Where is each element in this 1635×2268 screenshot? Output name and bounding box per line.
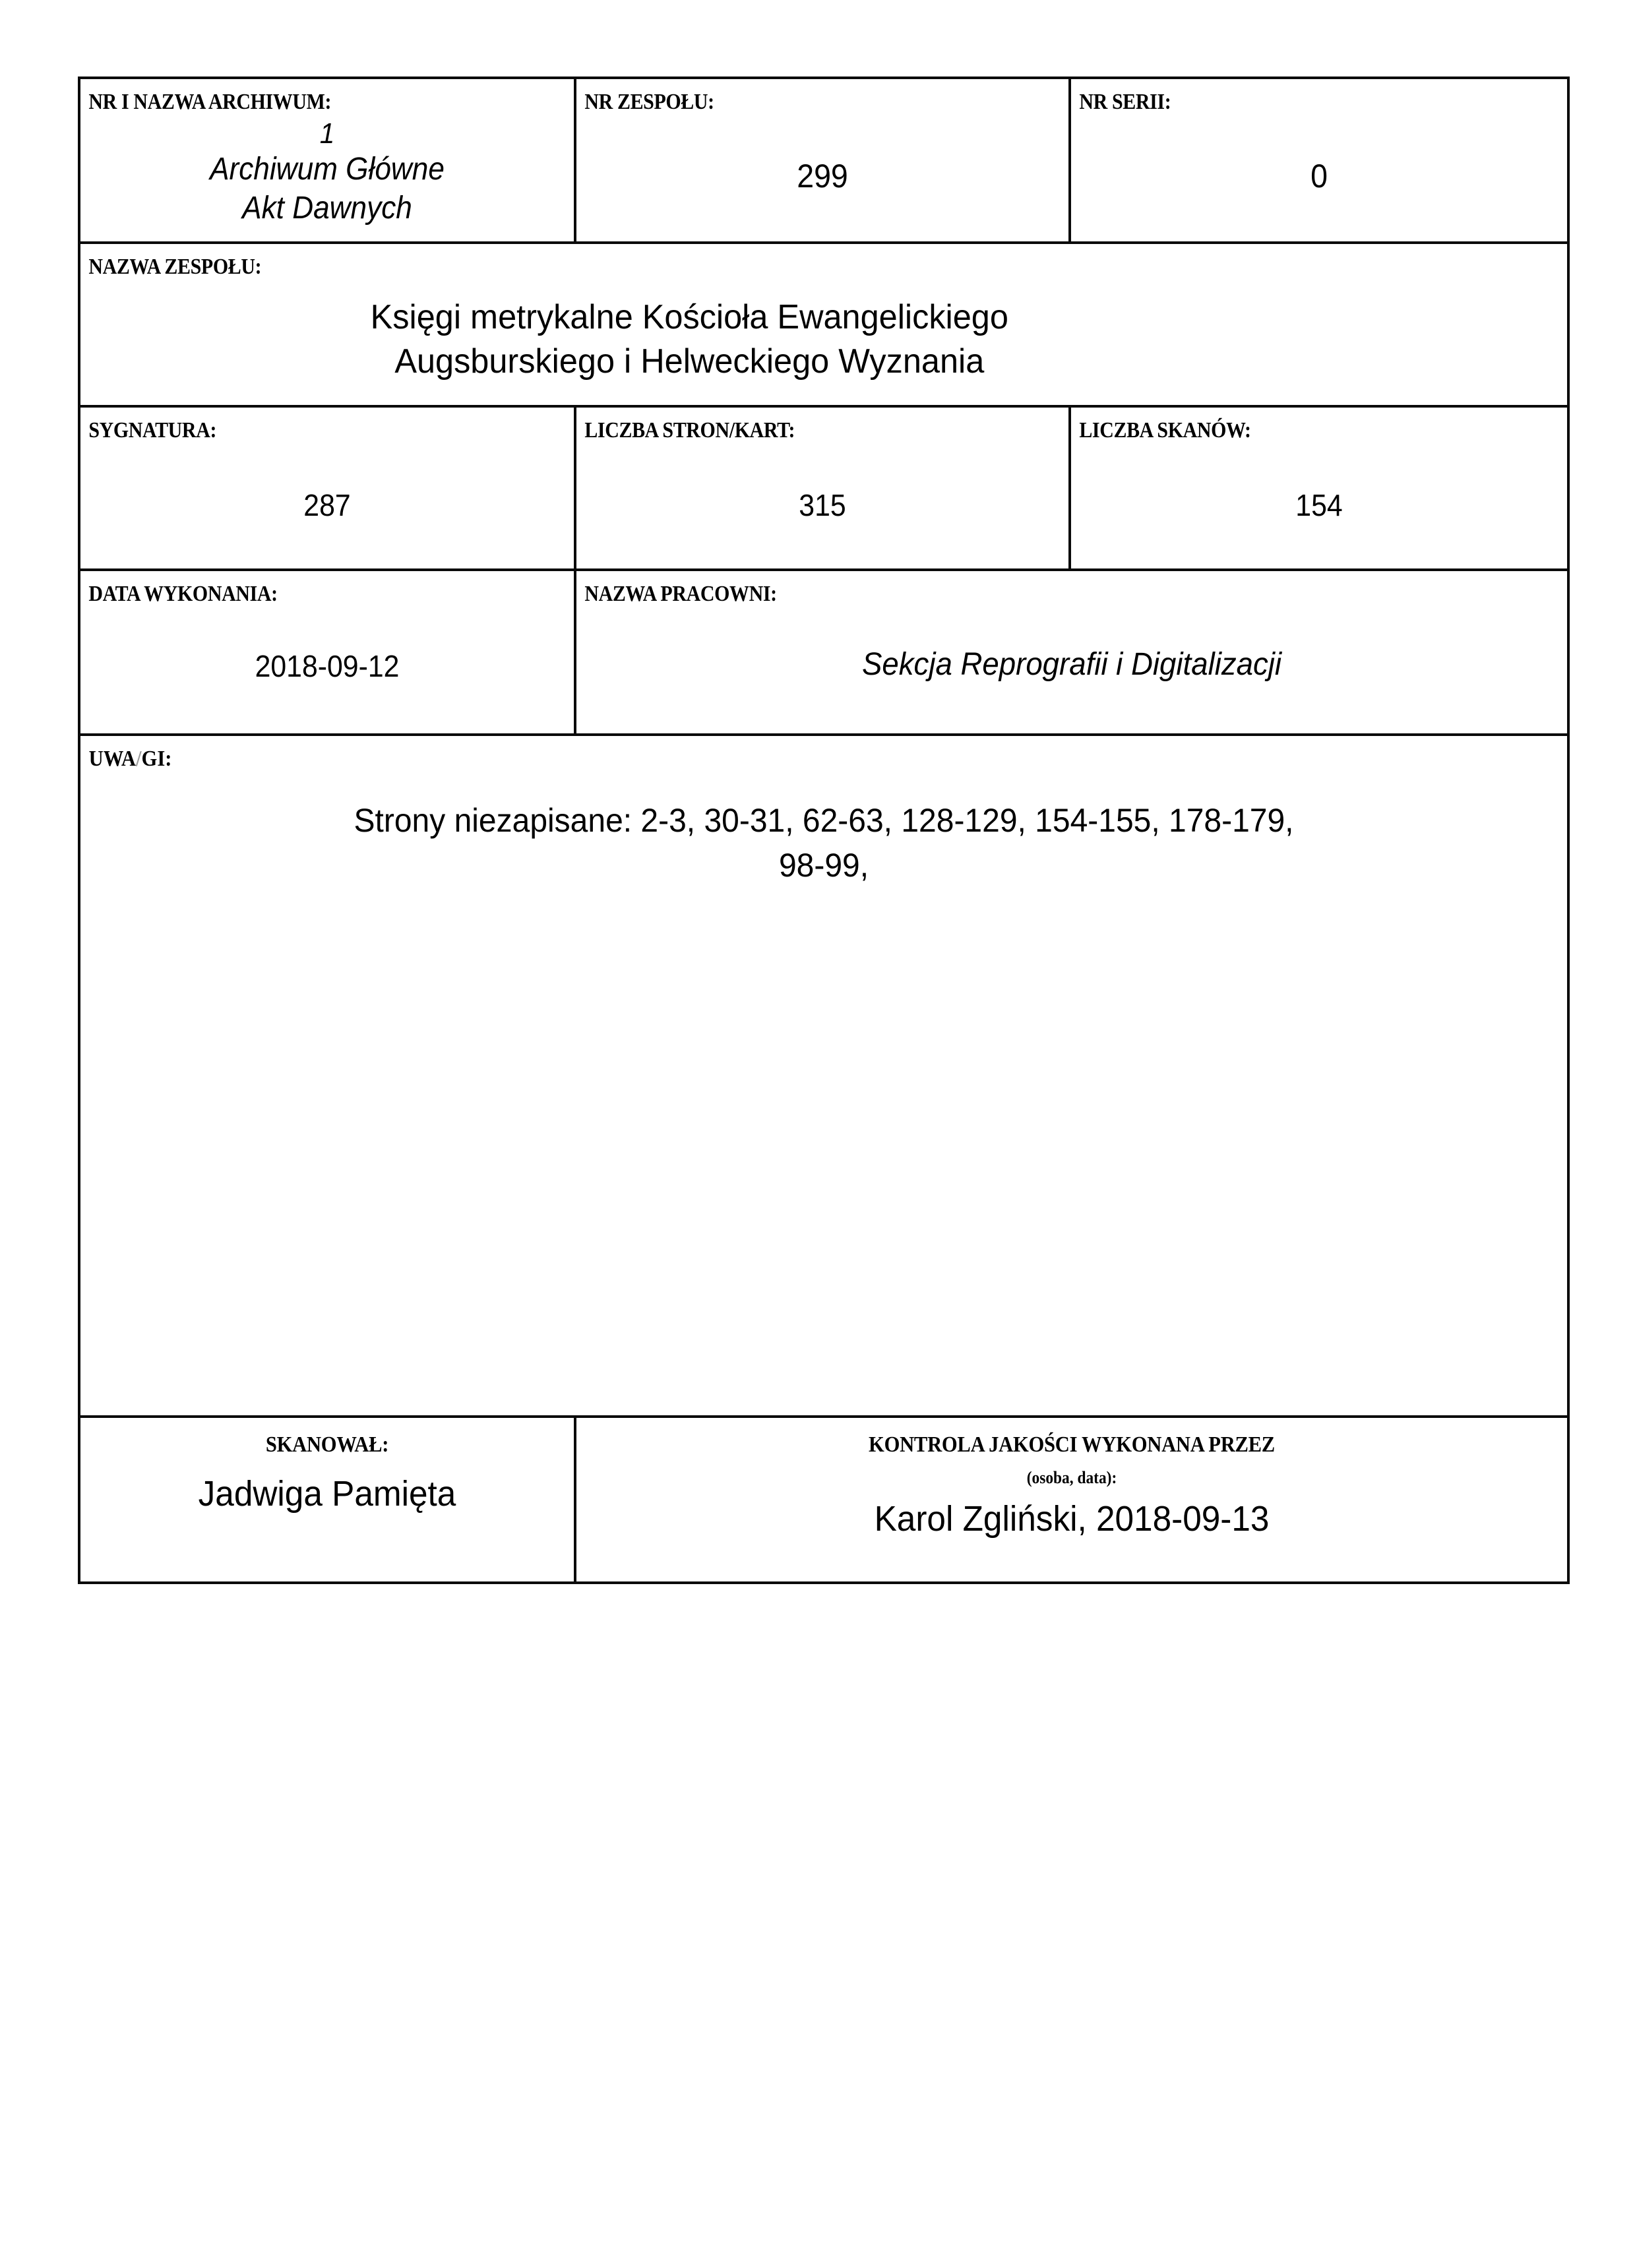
cell-series-number <box>1070 78 1568 243</box>
label-notes <box>80 736 1419 770</box>
label-signature: SYGNATURA: <box>88 418 217 443</box>
value-scanned-by: Jadwiga Pamięta <box>198 1474 456 1514</box>
label-quality-control: KONTROLA JAKOŚCI WYKONANA PRZEZ <box>869 1432 1275 1457</box>
table-row-counts <box>79 406 1568 570</box>
cell-fonds-name <box>79 243 1568 406</box>
label-lab: NAZWA PRACOWNI: <box>584 582 777 606</box>
label-fonds-name: NAZWA ZESPOŁU: <box>88 255 262 279</box>
cell-scans <box>1070 406 1568 570</box>
value-archive-number: 1 <box>319 117 335 150</box>
label-scanned-by: SKANOWAŁ: <box>265 1432 389 1457</box>
value-notes-line-2: 98-99, <box>778 847 869 884</box>
value-scans: 154 <box>1295 488 1343 522</box>
table-row-fonds-name <box>79 243 1568 406</box>
value-archive-name-line-2: Akt Dawnych <box>242 190 412 226</box>
value-notes-line-1: Strony niezapisane: 2-3, 30-31, 62-63, 128-129, 154-155, 178-179, <box>354 802 1294 839</box>
value-quality-control: Karol Zgliński, 2018-09-13 <box>874 1499 1270 1539</box>
cell-scanned-by <box>79 1417 575 1583</box>
label-notes-part-2: GI <box>141 747 166 771</box>
table-row-archive <box>79 78 1568 243</box>
value-notes <box>110 798 1537 888</box>
label-fonds-number: NR ZESPOŁU: <box>584 90 714 114</box>
sublabel-quality-control: (osoba, data): <box>1026 1468 1117 1487</box>
value-fonds-name-line-1: Księgi metrykalne Kościoła Ewangelickiego <box>370 298 1008 336</box>
digitisation-form-table <box>78 77 1570 1584</box>
label-notes-part-1: UWA <box>88 747 137 771</box>
value-pages: 315 <box>799 488 846 522</box>
value-archive-name-line-1: Archiwum Główne <box>210 152 445 187</box>
cell-fonds-number <box>575 78 1070 243</box>
table-row-notes <box>79 735 1568 1417</box>
cell-execution-date <box>79 570 575 735</box>
label-archive: NR I NAZWA ARCHIWUM: <box>88 90 332 114</box>
value-lab: Sekcja Reprografii i Digitalizacji <box>861 647 1282 682</box>
value-execution-date: 2018-09-12 <box>255 649 400 683</box>
label-scans: LICZBA SKANÓW: <box>1079 418 1251 443</box>
label-series-number: NR SERII: <box>1079 90 1171 114</box>
value-fonds-number: 299 <box>797 158 848 195</box>
cell-archive <box>79 78 575 243</box>
label-notes-glyph-damaged: / <box>136 747 142 771</box>
table-row-footer <box>79 1417 1568 1583</box>
cell-notes <box>79 735 1568 1417</box>
value-fonds-name <box>103 295 1545 383</box>
value-signature: 287 <box>303 488 351 522</box>
cell-pages <box>575 406 1070 570</box>
table-row-date-lab <box>79 570 1568 735</box>
value-series-number: 0 <box>1311 158 1328 195</box>
label-execution-date: DATA WYKONANIA: <box>88 582 278 606</box>
cell-quality-control <box>575 1417 1568 1583</box>
label-pages: LICZBA STRON/KART: <box>584 418 795 443</box>
cell-lab <box>575 570 1568 735</box>
label-notes-colon: : <box>165 747 172 771</box>
value-fonds-name-line-2: Augsburskiego i Helweckiego Wyznania <box>394 342 985 381</box>
cell-signature <box>79 406 575 570</box>
